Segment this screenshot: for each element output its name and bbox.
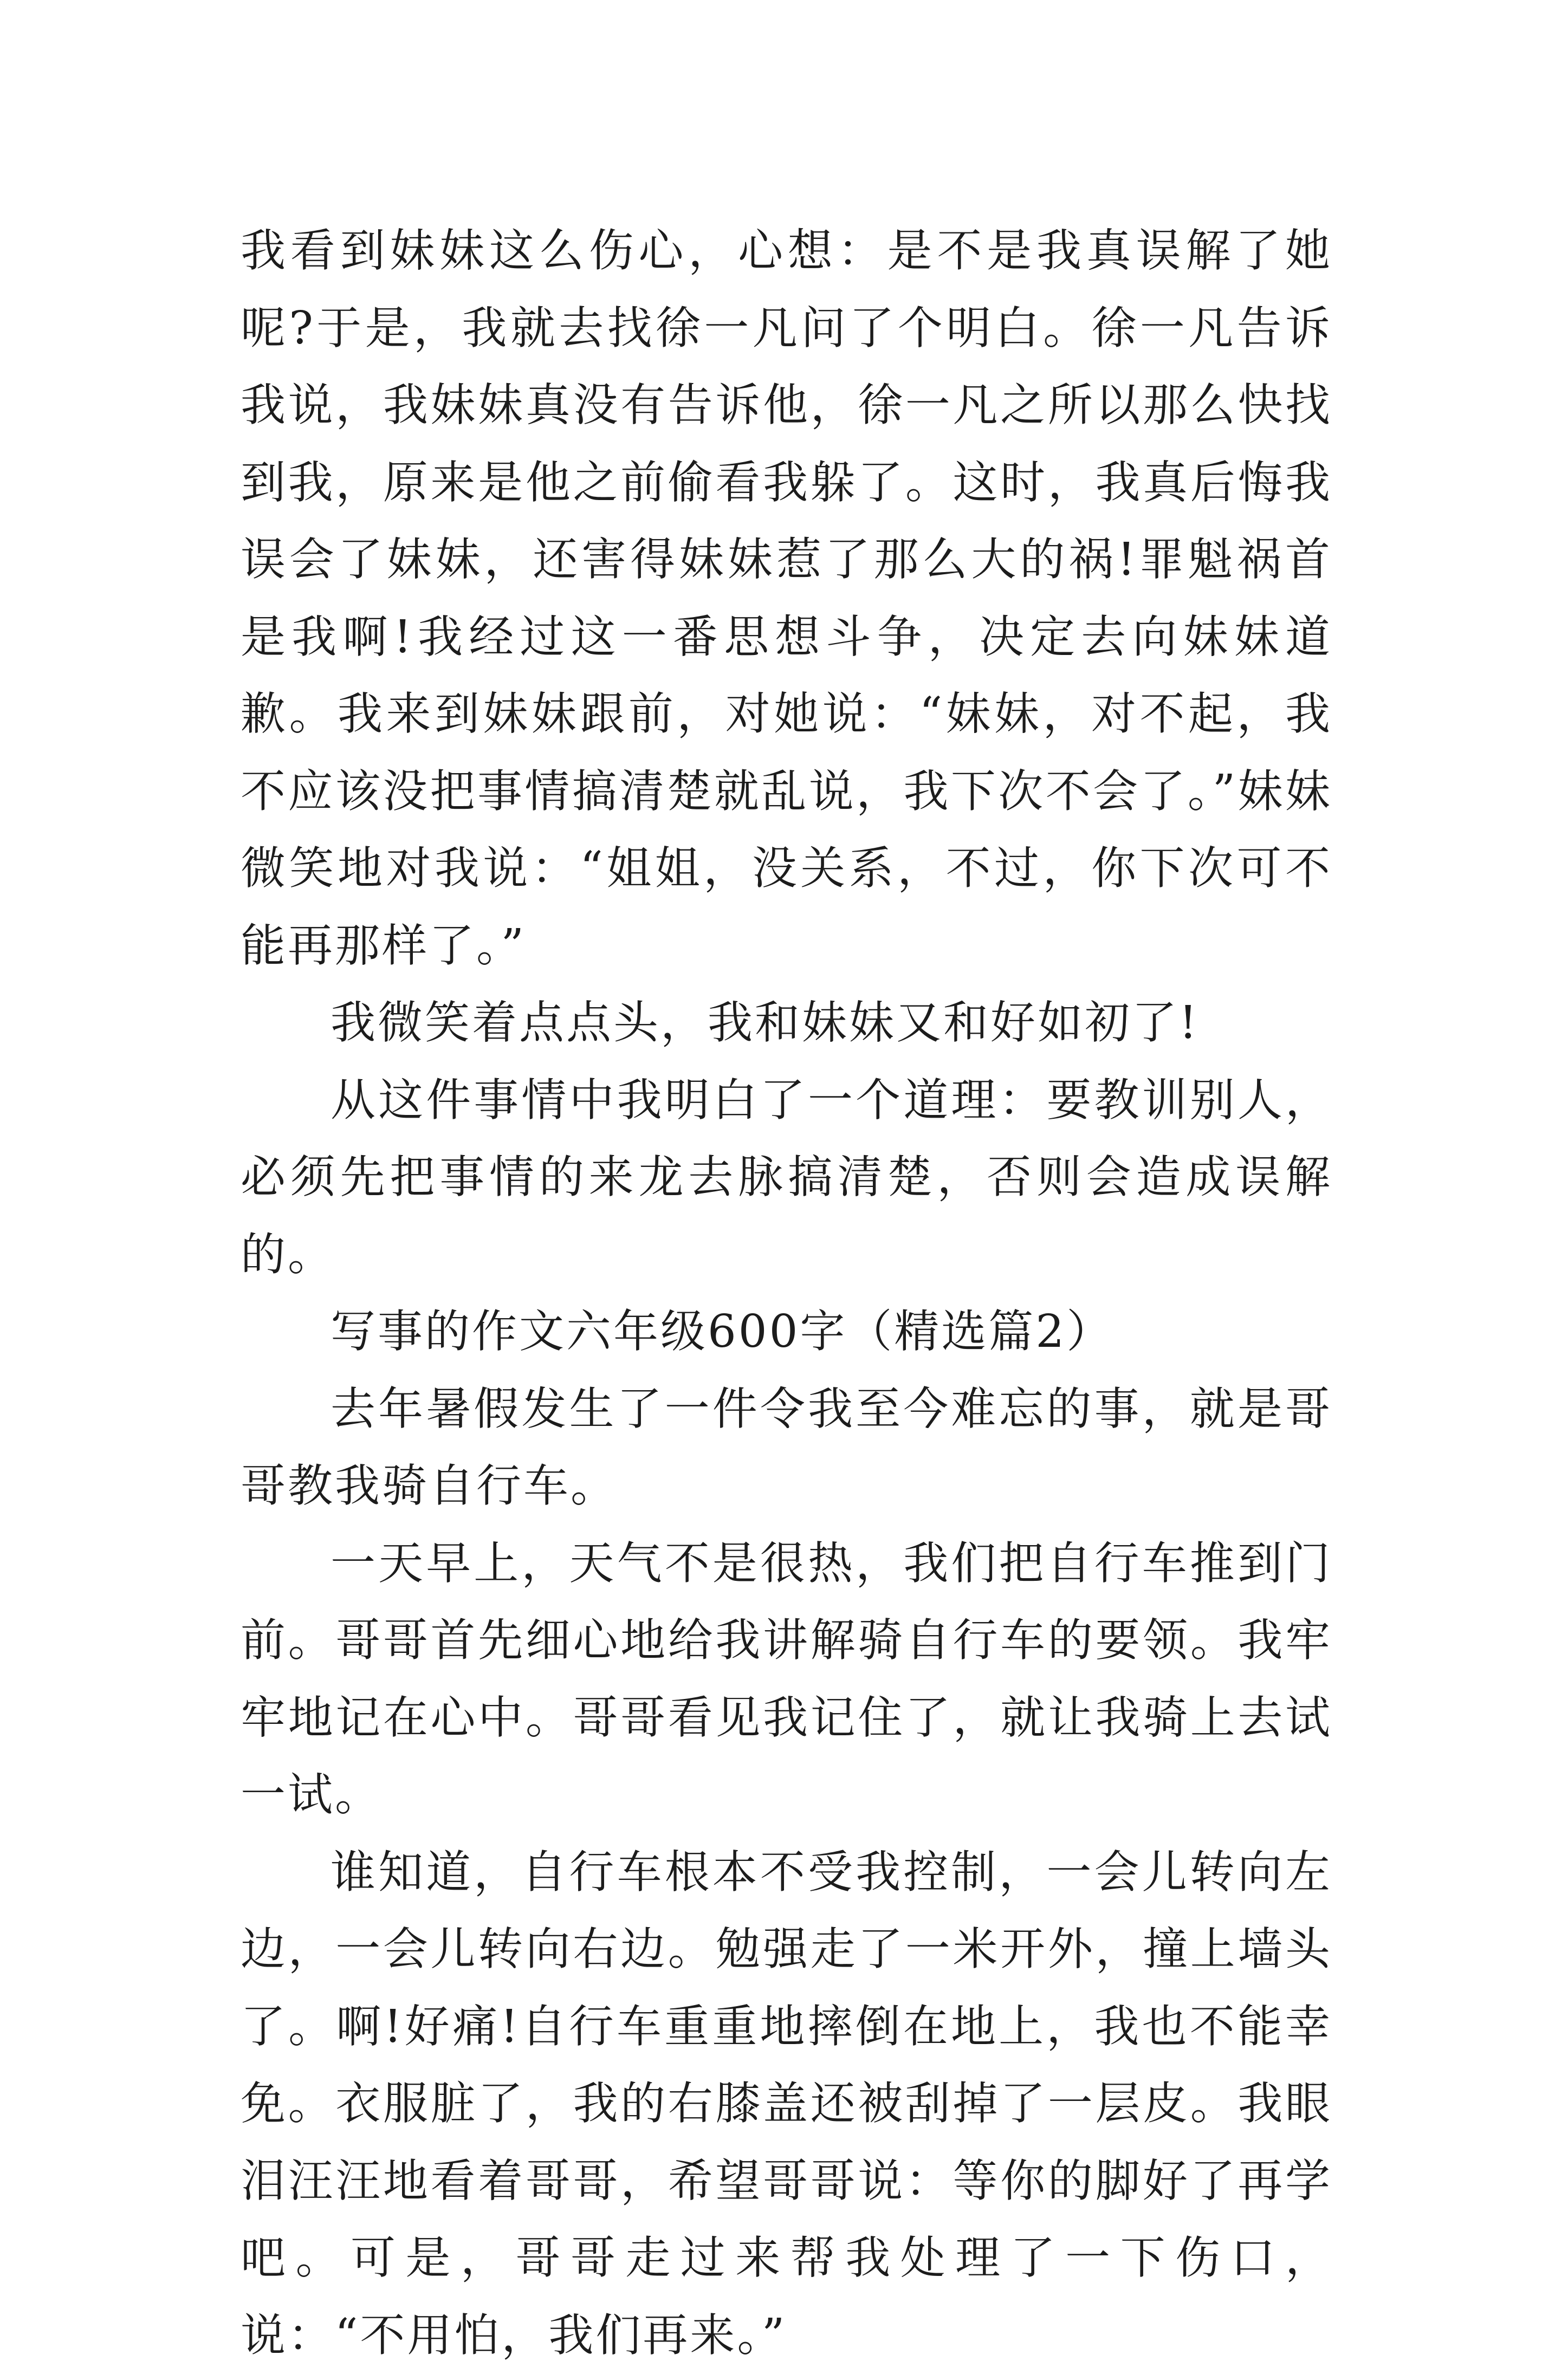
paragraph-summer: 去年暑假发生了一件令我至今难忘的事，就是哥哥教我骑自行车。 xyxy=(241,1371,1332,1525)
article-body xyxy=(241,212,1332,2374)
paragraph-lesson: 从这件事情中我明白了一个道理：要教训别人，必须先把事情的来龙去脉搞清楚，否则会造成误解的。 xyxy=(241,1062,1332,1294)
paragraph-apology: 我看到妹妹这么伤心，心想：是不是我真误解了她呢?于是，我就去找徐一凡问了个明白。徐一凡告诉我说，我妹妹真没有告诉他，徐一凡之所以那么快找到我，原来是他之前偷看我躲了。这时，我真后悔我误会了妹妹，还害得妹妹惹了那么大的祸!罪魁祸首是我啊!我经过这一番思想斗争，决定去向妹妹道歉。我来到妹妹跟前，对她说：“妹妹，对不起，我不应该没把事情搞清楚就乱说，我下次不会了。”妹妹微笑地对我说：“姐姐，没关系，不过，你下次可不能再那样了。” xyxy=(241,212,1332,984)
paragraph-fall: 谁知道，自行车根本不受我控制，一会儿转向左边，一会儿转向右边。勉强走了一米开外，撞上墙头了。啊!好痛!自行车重重地摔倒在地上，我也不能幸免。衣服脏了，我的右膝盖还被刮掉了一层皮。我眼泪汪汪地看着哥哥，希望哥哥说：等你的脚好了再学吧。可是，哥哥走过来帮我处理了一下伤口，说：“不用怕，我们再来。” xyxy=(241,1834,1332,2374)
paragraph-reconciled: 我微笑着点点头，我和妹妹又和好如初了! xyxy=(241,984,1332,1062)
paragraph-morning: 一天早上，天气不是很热，我们把自行车推到门前。哥哥首先细心地给我讲解骑自行车的要领。我牢牢地记在心中。哥哥看见我记住了，就让我骑上去试一试。 xyxy=(241,1525,1332,1834)
section-heading: 写事的作文六年级600字（精选篇2） xyxy=(241,1293,1332,1371)
